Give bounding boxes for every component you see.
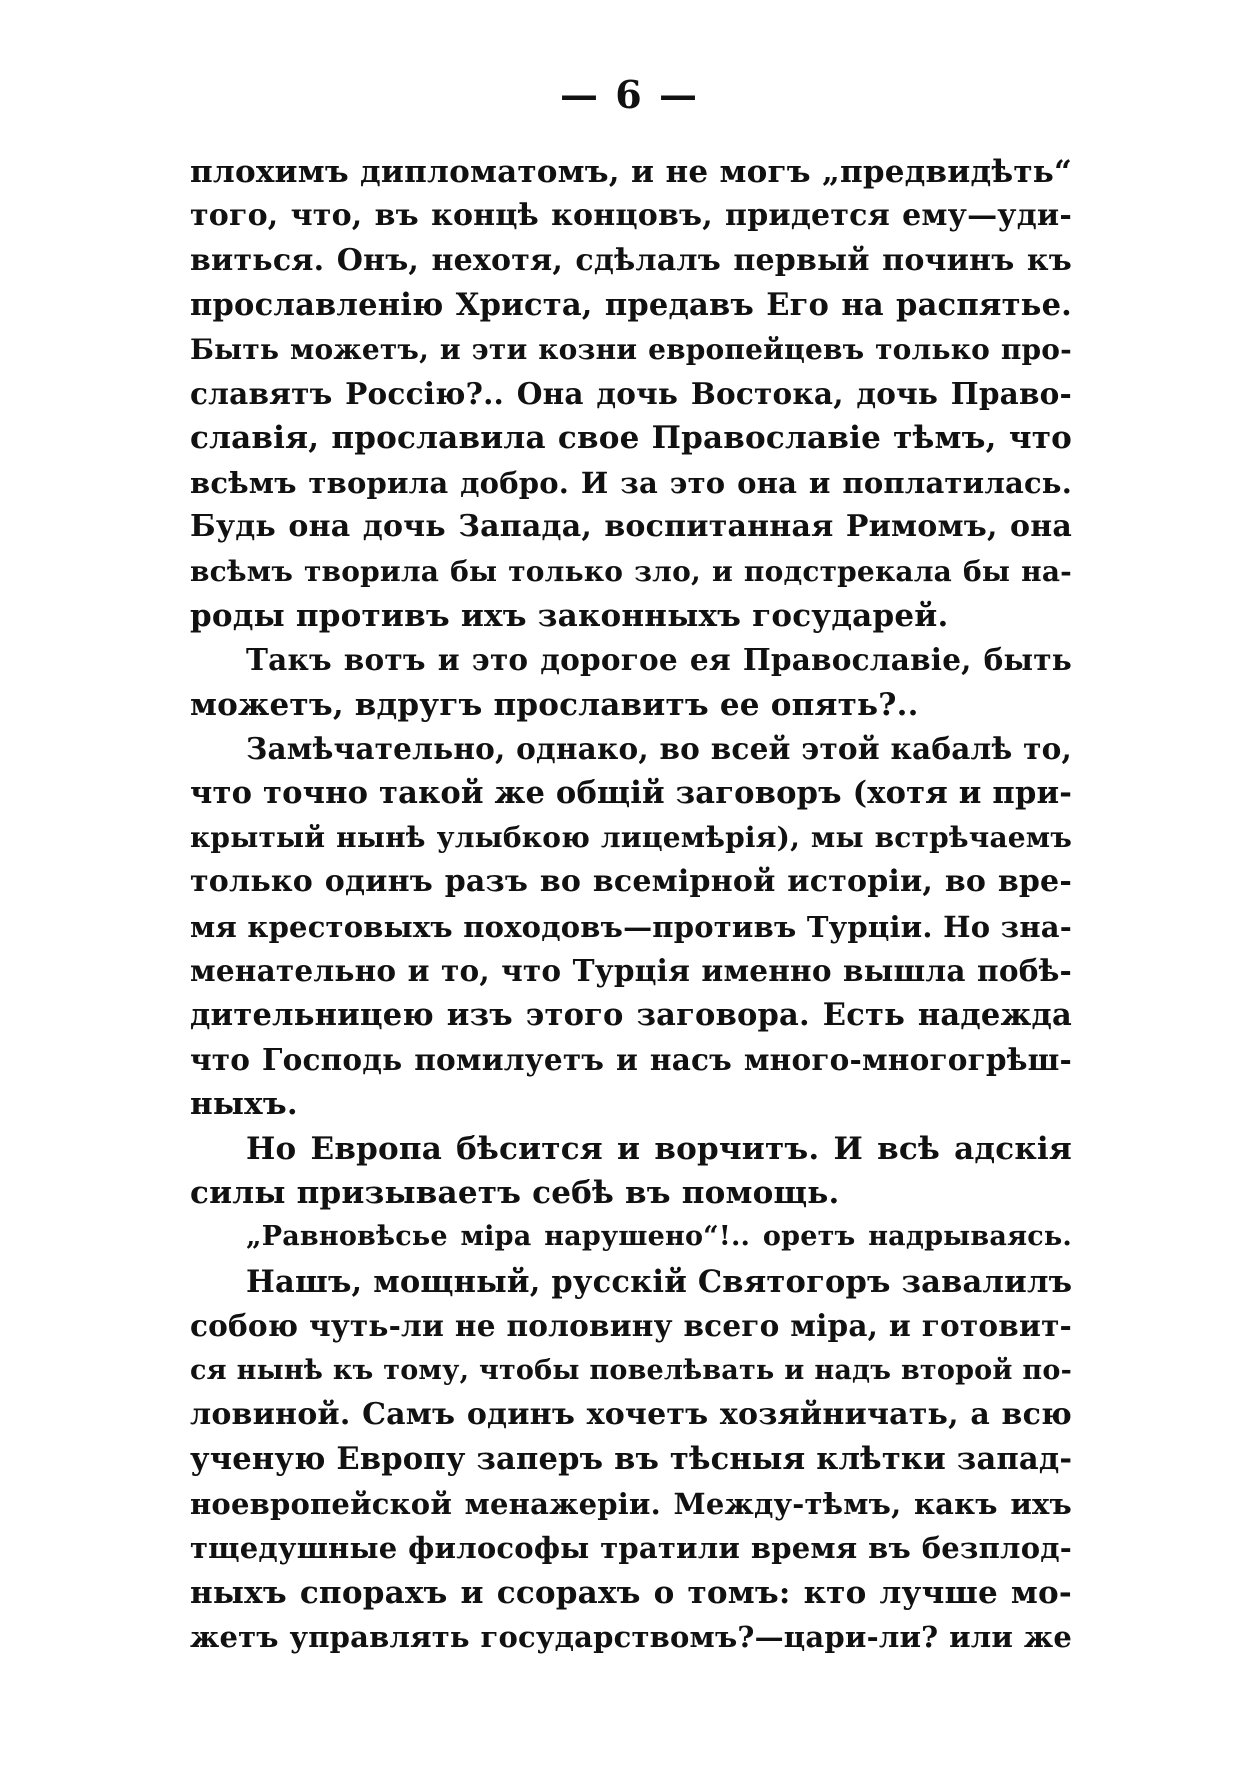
text-line: Нашъ, мощный, русскій Святогоръ завалилъ: [246, 1263, 1073, 1300]
text-line: можетъ, вдругъ прославитъ ее опять?..: [190, 686, 919, 723]
text-line: того, что, въ концѣ концовъ, придется ему—уди-: [190, 198, 1072, 234]
text-line: ныхъ спорахъ и ссорахъ о томъ: кто лучше мо-: [190, 1574, 1072, 1611]
text-line: дительницею изъ этого заговора. Есть надежда: [190, 997, 1072, 1034]
text-line: ученую Европу заперъ въ тѣсныя клѣтки запад-: [190, 1441, 1073, 1478]
text-line: славятъ Россію?.. Она дочь Востока, дочь Право-: [190, 375, 1072, 411]
text-line: что Господь помилуетъ и насъ много-многогрѣш-: [190, 1041, 1072, 1077]
text-line: Замѣчательно, однако, во всей этой кабалѣ то,: [246, 731, 1072, 767]
text-line: ноевропейской менажеріи. Между-тѣмъ, какъ ихъ: [190, 1486, 1072, 1521]
text-line: мя крестовыхъ походовъ—противъ Турціи. Но зна-: [190, 909, 1072, 944]
text-line: виться. Онъ, нехотя, сдѣлалъ первый починъ къ: [190, 242, 1072, 278]
text-line: Будь она дочь Запада, воспитанная Римомъ, она: [190, 509, 1072, 545]
text-line: Но Европа бѣсится и ворчитъ. И всѣ адскія: [246, 1130, 1072, 1167]
text-line: только одинъ разъ во всемірной исторіи, во вре-: [190, 864, 1072, 900]
page-number: — 6 —: [560, 72, 699, 117]
text-line: Быть можетъ, и эти козни европейцевъ только про-: [190, 332, 1072, 366]
text-line: что точно такой же общій заговоръ (хотя и при-: [190, 775, 1073, 812]
body-text: [190, 150, 1072, 1659]
text-line: прославленію Христа, предавъ Его на распятье.: [190, 287, 1072, 324]
text-line: собою чуть-ли не половину всего міра, и готовит-: [190, 1308, 1072, 1344]
text-line: крытый нынѣ улыбкою лицемѣрія), мы встрѣчаемъ: [190, 820, 1072, 854]
text-line: менательно и то, что Турція именно вышла побѣ-: [190, 953, 1072, 989]
text-line: силы призываетъ себѣ въ помощь.: [190, 1174, 840, 1211]
text-line: „Равновѣсье міра нарушено“!.. оретъ надрываясь.: [246, 1221, 1072, 1253]
text-line: ловиной. Самъ одинъ хочетъ хозяйничать, а всю: [190, 1396, 1072, 1432]
text-line: славія, прославила свое Православіе тѣмъ, что: [190, 420, 1072, 457]
text-line: плохимъ дипломатомъ, и не могъ „предвидѣть“: [190, 154, 1072, 190]
text-line: всѣмъ творила добро. И за это она и поплатилась.: [190, 465, 1072, 500]
text-line: роды противъ ихъ законныхъ государей.: [190, 597, 949, 634]
text-line: Такъ вотъ и это дорогое ея Православіе, быть: [246, 642, 1072, 678]
text-line: всѣмъ творила бы только зло, и подстрекала бы на-: [190, 554, 1072, 588]
text-line: ся нынѣ къ тому, чтобы повелѣвать и надъ второй по-: [190, 1354, 1072, 1386]
text-line: тщедушные философы тратили время въ безплод-: [190, 1531, 1072, 1566]
text-line: жетъ управлять государствомъ?—цари-ли? или же: [190, 1619, 1072, 1654]
text-line: ныхъ.: [190, 1086, 298, 1123]
